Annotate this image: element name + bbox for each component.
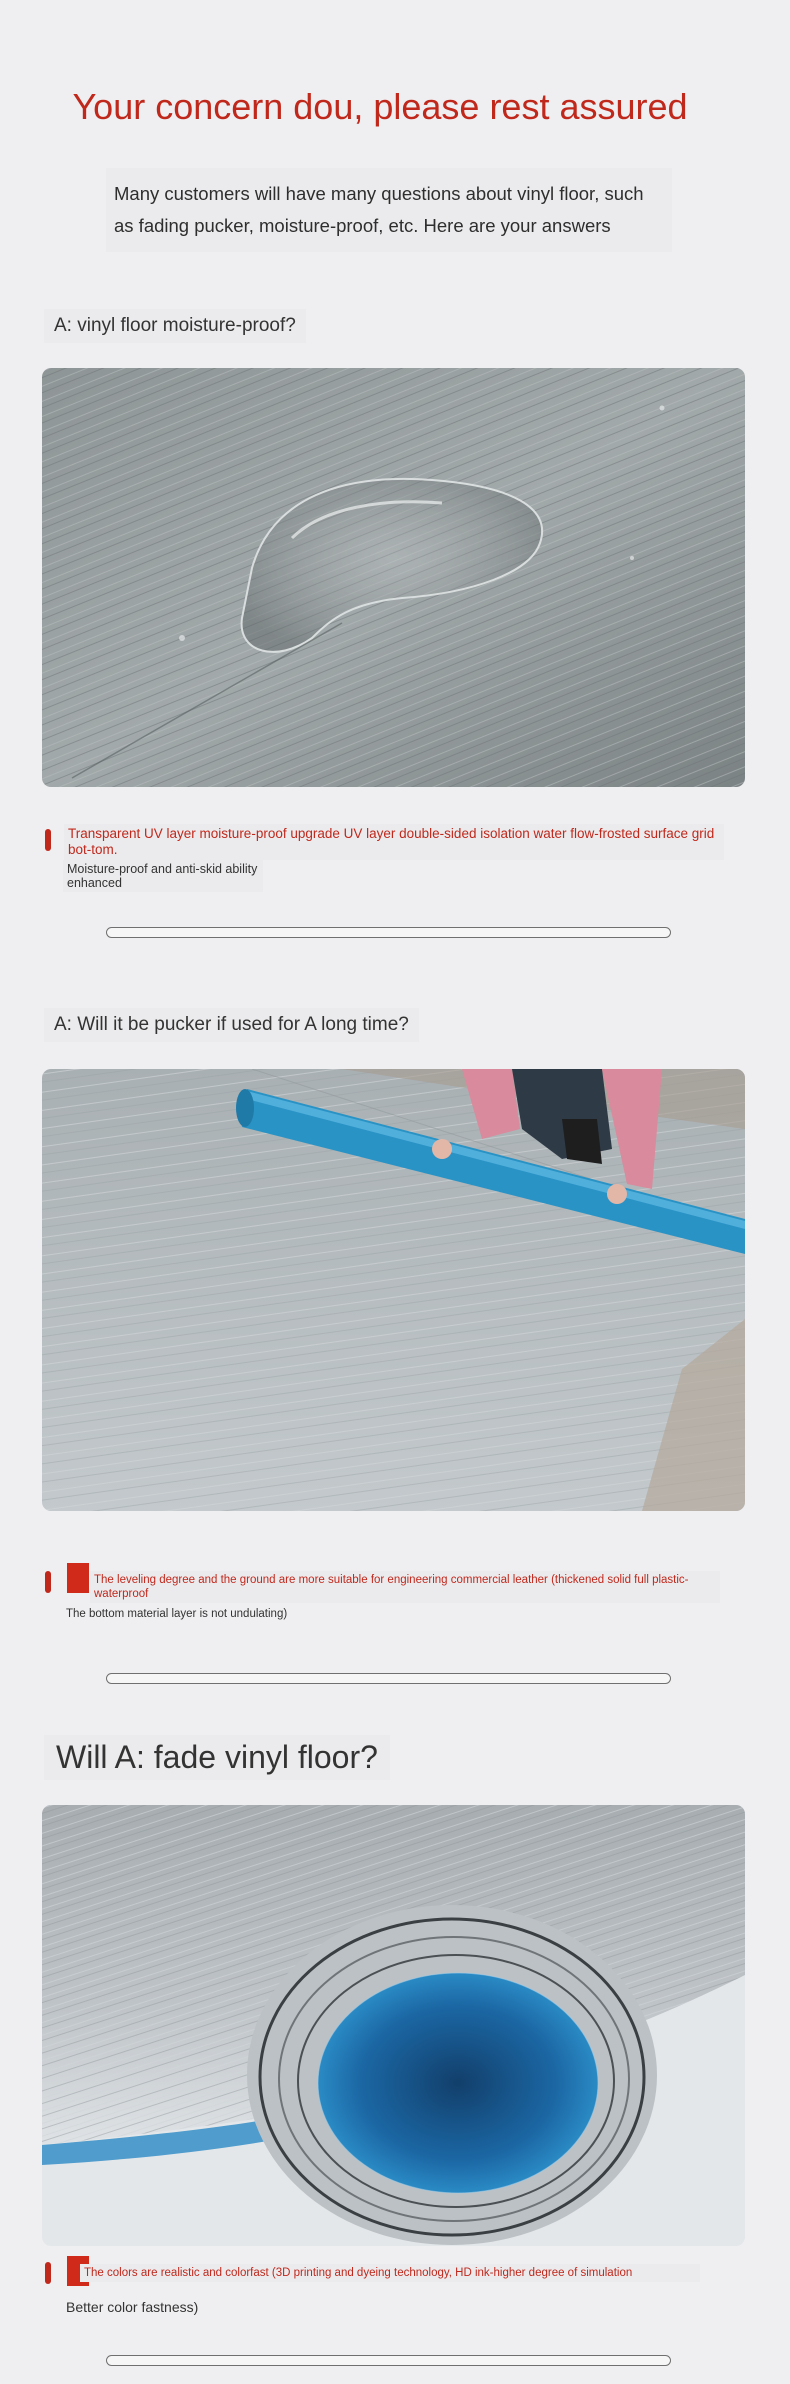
water-droplet-image (42, 368, 745, 787)
section-divider (106, 2355, 671, 2366)
caption-pucker-note: The bottom material layer is not undulating) (66, 1608, 288, 1620)
caption-moisture-proof: Transparent UV layer moisture-proof upgrade UV layer double-sided isolation water flow-frosted surface grid bot-tom. (64, 824, 724, 860)
caption-fade: The colors are realistic and colorfast (3D printing and dyeing technology, HD ink-higher degree of simulation (80, 2264, 700, 2282)
caption-pucker: The leveling degree and the ground are more suitable for engineering commercial leather (thickened solid full plastic-waterproof (90, 1571, 720, 1603)
floor-roll-image (42, 1805, 745, 2246)
bullet-marker (45, 829, 51, 851)
section-divider (106, 1673, 671, 1684)
photo-water-droplet-floor (42, 368, 745, 787)
question-fade: Will A: fade vinyl floor? (44, 1735, 390, 1780)
page-title: Your concern dou, please rest assured (72, 86, 688, 127)
bullet-marker (45, 2262, 51, 2284)
caption-moisture-proof-note: Moisture-proof and anti-skid ability enhanced (63, 860, 263, 892)
red-square-marker (67, 1563, 89, 1593)
intro-text: Many customers will have many questions about vinyl floor, such as fading pucker, moisture-proof, etc. Here are your answers (106, 168, 672, 252)
section-divider (106, 927, 671, 938)
question-moisture-proof: A: vinyl floor moisture-proof? (44, 309, 306, 343)
photo-floor-roll (42, 1805, 745, 2246)
question-pucker: A: Will it be pucker if used for A long time? (44, 1008, 419, 1042)
photo-rolling-floor (42, 1069, 745, 1511)
caption-fade-note: Better color fastness) (66, 2299, 199, 2315)
rolling-floor-image (42, 1069, 745, 1511)
bullet-marker (45, 1571, 51, 1593)
